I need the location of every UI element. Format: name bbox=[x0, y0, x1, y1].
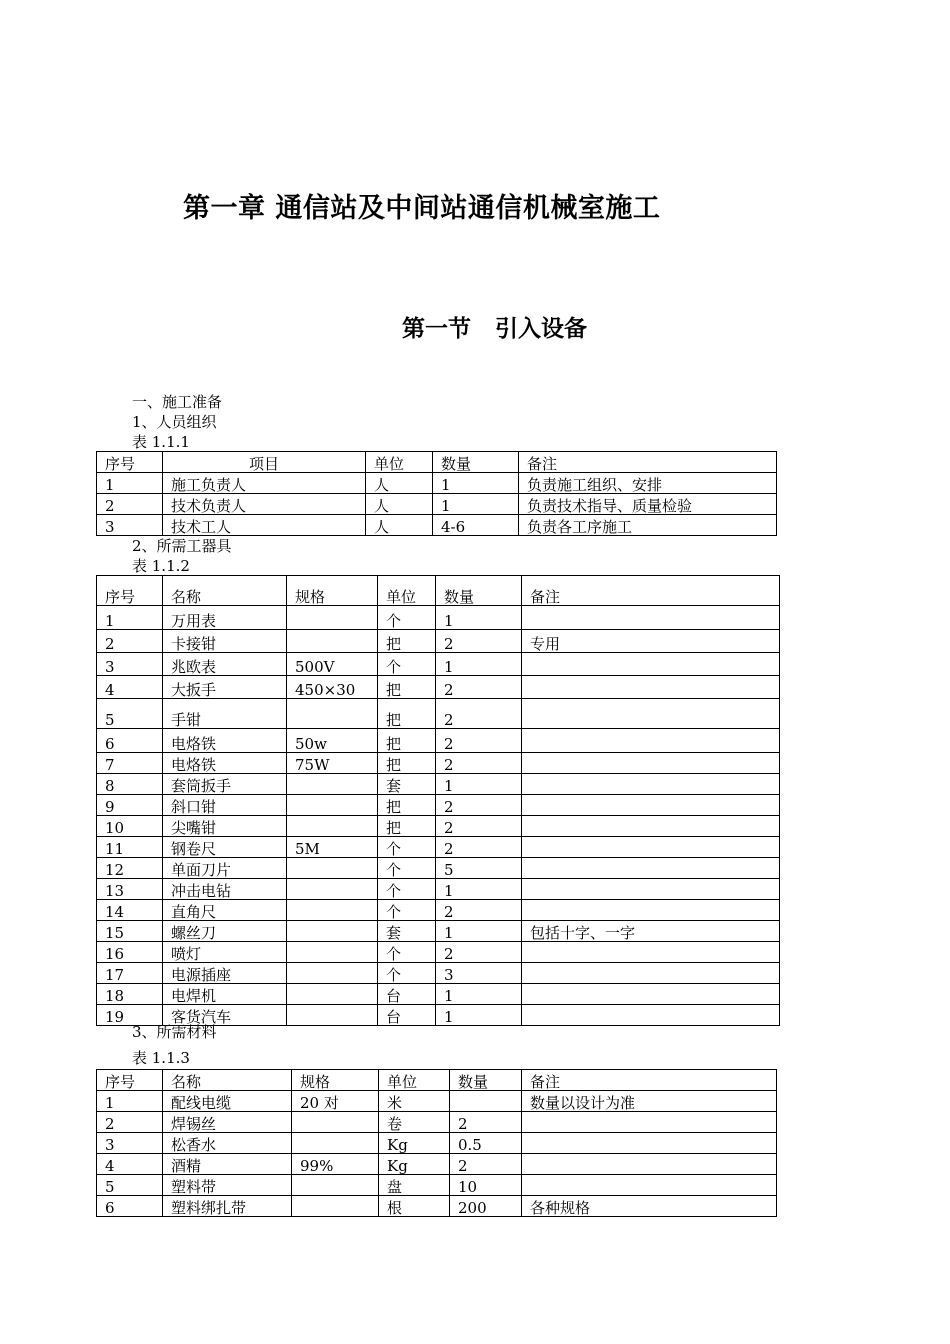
header-cell: 单位 bbox=[366, 452, 433, 473]
table-row bbox=[97, 963, 780, 984]
table-cell: 技术负责人 bbox=[163, 494, 366, 515]
table-cell: 2 bbox=[436, 816, 522, 837]
table-cell: 专用 bbox=[522, 630, 780, 653]
table-cell: 负责技术指导、质量检验 bbox=[519, 494, 777, 515]
table-row bbox=[97, 1154, 777, 1175]
table-cell bbox=[292, 1175, 379, 1196]
table-cell: 个 bbox=[378, 963, 436, 984]
table-cell bbox=[287, 1005, 378, 1026]
table-cell: 10 bbox=[450, 1175, 522, 1196]
table-cell: 松香水 bbox=[163, 1133, 292, 1154]
table-row bbox=[97, 795, 780, 816]
table-cell: 个 bbox=[378, 606, 436, 630]
table-cell: 把 bbox=[378, 753, 436, 774]
table-cell bbox=[522, 1112, 777, 1133]
table-cell: 18 bbox=[97, 984, 163, 1005]
header-cell: 序号 bbox=[97, 1070, 163, 1091]
table-cell: 施工负责人 bbox=[163, 473, 366, 494]
table-cell: 1 bbox=[97, 606, 163, 630]
table-cell bbox=[292, 1133, 379, 1154]
table-cell: 直角尺 bbox=[163, 900, 287, 921]
table-cell: 个 bbox=[378, 942, 436, 963]
table-cell: 450×30 bbox=[287, 676, 378, 699]
table-cell: 个 bbox=[378, 858, 436, 879]
table-header-row bbox=[97, 1070, 777, 1091]
table-cell: 2 bbox=[436, 676, 522, 699]
table-cell bbox=[287, 921, 378, 942]
table-cell: 负责各工序施工 bbox=[519, 515, 777, 536]
table-cell: 2 bbox=[436, 699, 522, 729]
table-cell: 斜口钳 bbox=[163, 795, 287, 816]
table-cell bbox=[287, 942, 378, 963]
table-cell: 3 bbox=[97, 1133, 163, 1154]
header-cell: 数量 bbox=[450, 1070, 522, 1091]
table-cell: 2 bbox=[450, 1112, 522, 1133]
table-cell: 2 bbox=[97, 494, 163, 515]
table-cell: 0.5 bbox=[450, 1133, 522, 1154]
table-row bbox=[97, 606, 780, 630]
table-cell bbox=[522, 699, 780, 729]
table-cell: 人 bbox=[366, 494, 433, 515]
table-cell bbox=[522, 837, 780, 858]
table-cell: 卷 bbox=[379, 1112, 450, 1133]
table-cell: 2 bbox=[436, 837, 522, 858]
header-cell: 单位 bbox=[379, 1070, 450, 1091]
table-cell: 12 bbox=[97, 858, 163, 879]
table-cell bbox=[522, 879, 780, 900]
table-cell: 尖嘴钳 bbox=[163, 816, 287, 837]
header-cell: 单位 bbox=[378, 576, 436, 606]
header-cell: 名称 bbox=[163, 576, 287, 606]
table-cell: 1 bbox=[97, 1091, 163, 1112]
table-row bbox=[97, 630, 780, 653]
table-cell: 1 bbox=[436, 774, 522, 795]
table3-caption: 表 1.1.3 bbox=[132, 1049, 190, 1067]
table-cell: 单面刀片 bbox=[163, 858, 287, 879]
table-row bbox=[97, 473, 777, 494]
table-cell bbox=[522, 984, 780, 1005]
table-cell: 把 bbox=[378, 816, 436, 837]
table-cell bbox=[522, 1154, 777, 1175]
table-cell bbox=[522, 795, 780, 816]
chapter-title: 第一章 通信站及中间站通信机械室施工 bbox=[183, 193, 661, 224]
table-cell: 10 bbox=[97, 816, 163, 837]
heading-tools: 2、所需工器具 bbox=[132, 537, 232, 555]
heading-personnel: 1、人员组织 bbox=[132, 413, 217, 431]
table-cell: 台 bbox=[378, 1005, 436, 1026]
tools-table bbox=[96, 575, 780, 1026]
table-cell bbox=[287, 774, 378, 795]
table-cell: 喷灯 bbox=[163, 942, 287, 963]
table-cell: 2 bbox=[450, 1154, 522, 1175]
table-cell bbox=[522, 900, 780, 921]
table-cell: 5 bbox=[436, 858, 522, 879]
table-cell bbox=[287, 816, 378, 837]
table-cell: 19 bbox=[97, 1005, 163, 1026]
table-cell: 16 bbox=[97, 942, 163, 963]
header-cell: 备注 bbox=[522, 576, 780, 606]
table-cell: 米 bbox=[379, 1091, 450, 1112]
table-cell: 2 bbox=[97, 1112, 163, 1133]
table-cell bbox=[450, 1091, 522, 1112]
table-cell: 5 bbox=[97, 699, 163, 729]
table-cell: 螺丝刀 bbox=[163, 921, 287, 942]
table-cell: 3 bbox=[97, 515, 163, 536]
table-cell: 个 bbox=[378, 879, 436, 900]
table-cell: 2 bbox=[436, 795, 522, 816]
table-cell: 99% bbox=[292, 1154, 379, 1175]
table-cell: 把 bbox=[378, 630, 436, 653]
header-cell: 序号 bbox=[97, 576, 163, 606]
table-cell: 各种规格 bbox=[522, 1196, 777, 1217]
table-cell bbox=[287, 984, 378, 1005]
table-row bbox=[97, 879, 780, 900]
table-row bbox=[97, 1091, 777, 1112]
table-cell bbox=[522, 858, 780, 879]
table-cell: 7 bbox=[97, 753, 163, 774]
table-cell: Kg bbox=[379, 1133, 450, 1154]
table-cell: 1 bbox=[436, 921, 522, 942]
table-row bbox=[97, 676, 780, 699]
table-cell: 6 bbox=[97, 729, 163, 753]
table-cell: 4 bbox=[97, 676, 163, 699]
table-cell: 套 bbox=[378, 921, 436, 942]
table-cell: 1 bbox=[433, 473, 519, 494]
table-cell bbox=[522, 729, 780, 753]
table-cell: 焊锡丝 bbox=[163, 1112, 292, 1133]
table-cell bbox=[287, 606, 378, 630]
table-cell: 塑料绑扎带 bbox=[163, 1196, 292, 1217]
table-cell: Kg bbox=[379, 1154, 450, 1175]
table-row bbox=[97, 1112, 777, 1133]
table-row bbox=[97, 515, 777, 536]
table-cell: 把 bbox=[378, 795, 436, 816]
table-cell bbox=[287, 699, 378, 729]
materials-table bbox=[96, 1069, 777, 1217]
table-cell bbox=[522, 1175, 777, 1196]
table-cell: 2 bbox=[436, 729, 522, 753]
table-row bbox=[97, 1196, 777, 1217]
table-row bbox=[97, 942, 780, 963]
table-cell: 15 bbox=[97, 921, 163, 942]
header-cell: 规格 bbox=[292, 1070, 379, 1091]
table-cell bbox=[522, 606, 780, 630]
table-row bbox=[97, 921, 780, 942]
table-cell: 75W bbox=[287, 753, 378, 774]
personnel-table bbox=[96, 451, 777, 536]
table-row bbox=[97, 753, 780, 774]
table-cell: 钢卷尺 bbox=[163, 837, 287, 858]
table-cell bbox=[287, 900, 378, 921]
table-cell: 1 bbox=[433, 494, 519, 515]
table-cell: 把 bbox=[378, 729, 436, 753]
table-cell: 把 bbox=[378, 699, 436, 729]
table-cell: 盘 bbox=[379, 1175, 450, 1196]
table-row bbox=[97, 494, 777, 515]
table-row bbox=[97, 816, 780, 837]
header-cell: 序号 bbox=[97, 452, 163, 473]
table-cell: 2 bbox=[436, 630, 522, 653]
table-row bbox=[97, 653, 780, 676]
table-cell bbox=[287, 879, 378, 900]
table-cell bbox=[292, 1112, 379, 1133]
table-cell: 8 bbox=[97, 774, 163, 795]
table-cell bbox=[522, 676, 780, 699]
table-cell: 把 bbox=[378, 676, 436, 699]
table-cell: 14 bbox=[97, 900, 163, 921]
table-cell bbox=[522, 816, 780, 837]
table-cell: 2 bbox=[97, 630, 163, 653]
table-cell: 2 bbox=[436, 753, 522, 774]
table-cell bbox=[287, 858, 378, 879]
table-cell: 9 bbox=[97, 795, 163, 816]
header-cell: 数量 bbox=[433, 452, 519, 473]
table-cell: 酒精 bbox=[163, 1154, 292, 1175]
table-cell bbox=[292, 1196, 379, 1217]
table-row bbox=[97, 1133, 777, 1154]
table-cell bbox=[522, 942, 780, 963]
table-row bbox=[97, 984, 780, 1005]
table-cell: 万用表 bbox=[163, 606, 287, 630]
table-cell: 台 bbox=[378, 984, 436, 1005]
header-cell: 数量 bbox=[436, 576, 522, 606]
table-cell: 5 bbox=[97, 1175, 163, 1196]
header-cell: 项目 bbox=[163, 452, 366, 473]
table-cell: 50w bbox=[287, 729, 378, 753]
table-cell: 电烙铁 bbox=[163, 753, 287, 774]
table-row bbox=[97, 774, 780, 795]
table-cell: 数量以设计为准 bbox=[522, 1091, 777, 1112]
table-cell: 冲击电钻 bbox=[163, 879, 287, 900]
table-cell: 大扳手 bbox=[163, 676, 287, 699]
header-cell: 备注 bbox=[522, 1070, 777, 1091]
table-cell: 个 bbox=[378, 837, 436, 858]
table-cell bbox=[522, 1133, 777, 1154]
table-cell: 电焊机 bbox=[163, 984, 287, 1005]
table-cell: 3 bbox=[97, 653, 163, 676]
table-cell: 个 bbox=[378, 900, 436, 921]
table-cell: 500V bbox=[287, 653, 378, 676]
table2-caption: 表 1.1.2 bbox=[132, 557, 190, 575]
table-cell bbox=[522, 963, 780, 984]
table-row bbox=[97, 837, 780, 858]
table-row bbox=[97, 1175, 777, 1196]
table-row bbox=[97, 858, 780, 879]
table-cell: 个 bbox=[378, 653, 436, 676]
table-cell: 6 bbox=[97, 1196, 163, 1217]
table-cell: 兆欧表 bbox=[163, 653, 287, 676]
table-cell: 2 bbox=[436, 900, 522, 921]
table-cell: 人 bbox=[366, 473, 433, 494]
table-cell: 1 bbox=[436, 1005, 522, 1026]
table-cell: 4-6 bbox=[433, 515, 519, 536]
table1-caption: 表 1.1.1 bbox=[132, 433, 190, 451]
table-cell: 20 对 bbox=[292, 1091, 379, 1112]
table-cell bbox=[287, 630, 378, 653]
table-cell: 1 bbox=[97, 473, 163, 494]
table-cell: 人 bbox=[366, 515, 433, 536]
header-cell: 备注 bbox=[519, 452, 777, 473]
table-cell: 4 bbox=[97, 1154, 163, 1175]
table-cell: 手钳 bbox=[163, 699, 287, 729]
table-cell bbox=[287, 963, 378, 984]
table-cell: 电源插座 bbox=[163, 963, 287, 984]
table-cell: 技术工人 bbox=[163, 515, 366, 536]
table-cell: 5M bbox=[287, 837, 378, 858]
table-cell bbox=[522, 1005, 780, 1026]
table-cell: 13 bbox=[97, 879, 163, 900]
table-cell: 11 bbox=[97, 837, 163, 858]
table-header-row bbox=[97, 576, 780, 606]
table-cell: 3 bbox=[436, 963, 522, 984]
table-cell: 2 bbox=[436, 942, 522, 963]
table-cell bbox=[522, 753, 780, 774]
table-cell: 塑料带 bbox=[163, 1175, 292, 1196]
table-cell: 客货汽车 bbox=[163, 1005, 287, 1026]
table-cell: 1 bbox=[436, 606, 522, 630]
table-row bbox=[97, 729, 780, 753]
table-cell: 电烙铁 bbox=[163, 729, 287, 753]
table-cell: 1 bbox=[436, 879, 522, 900]
table-cell: 1 bbox=[436, 653, 522, 676]
table-cell: 负责施工组织、安排 bbox=[519, 473, 777, 494]
table-cell: 卡接钳 bbox=[163, 630, 287, 653]
table-cell: 1 bbox=[436, 984, 522, 1005]
table-cell: 配线电缆 bbox=[163, 1091, 292, 1112]
table-header-row bbox=[97, 452, 777, 473]
table-cell: 套 bbox=[378, 774, 436, 795]
table-cell bbox=[522, 653, 780, 676]
heading-construction-prep: 一、施工准备 bbox=[132, 393, 223, 411]
table-cell: 套筒扳手 bbox=[163, 774, 287, 795]
table-row bbox=[97, 699, 780, 729]
table-cell: 根 bbox=[379, 1196, 450, 1217]
table-cell: 包括十字、一字 bbox=[522, 921, 780, 942]
header-cell: 名称 bbox=[163, 1070, 292, 1091]
table-cell bbox=[287, 795, 378, 816]
header-cell: 规格 bbox=[287, 576, 378, 606]
heading-materials: 3、所需材料 bbox=[132, 1023, 217, 1041]
table-cell: 200 bbox=[450, 1196, 522, 1217]
section-title: 第一节 引入设备 bbox=[402, 316, 588, 342]
table-row bbox=[97, 900, 780, 921]
table-cell: 17 bbox=[97, 963, 163, 984]
table-cell bbox=[522, 774, 780, 795]
